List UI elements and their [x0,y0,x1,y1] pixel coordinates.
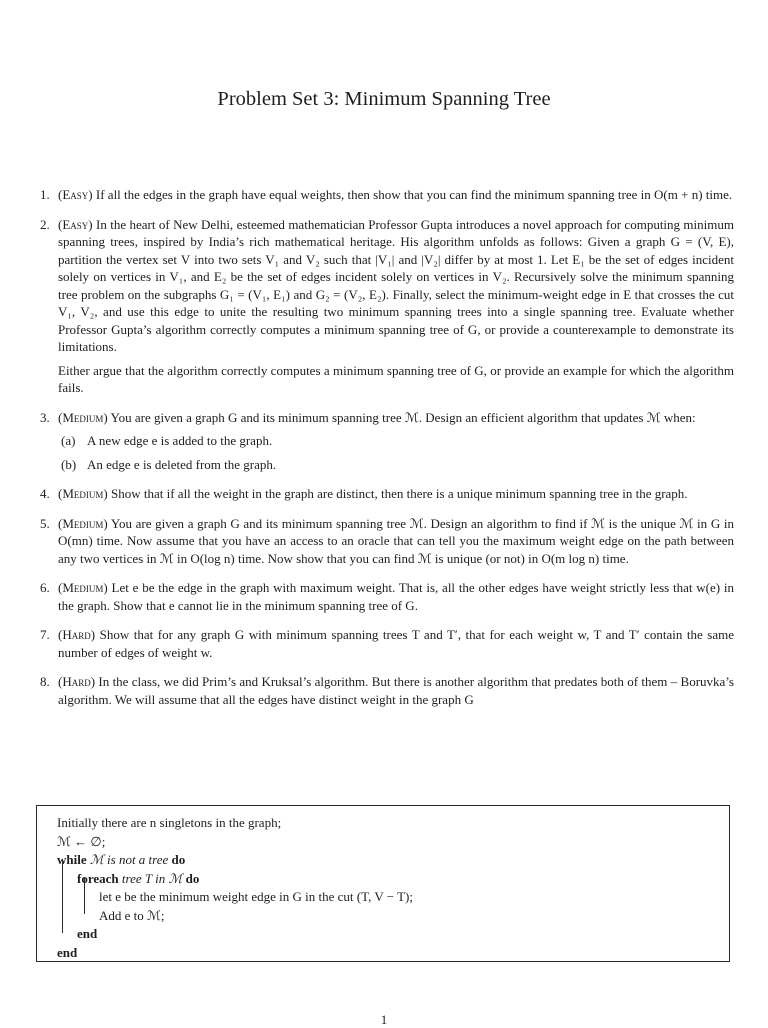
algorithm-line: ℳ ← ∅; [57,833,106,849]
foreach-keyword: foreach [77,870,119,886]
end-while-keyword: end [57,944,78,960]
problem-body: You are given a graph G and its minimum spanning tree ℳ. Design an algorithm to find if ℳ is the unique ℳ in G in O(mn) time. Now assume that you have an access to an oracle that can tell you the maximum weight edge on the path between any two vertices in ℳ in O(log n) time. Now show that you can find ℳ is unique (or not) in O(m log n) time. [58,515,734,566]
problem-body: If all the edges in the graph have equal weights, then show that you can find the minimum spanning tree in O(m + n) time. [95,187,733,202]
while-line [57,851,709,870]
foreach-condition: tree T in ℳ [121,870,183,886]
algorithm-box [36,805,730,962]
subpart-list [58,432,734,473]
problem-7 [40,626,734,661]
problem-body: In the heart of New Delhi, esteemed mathematician Professor Gupta introduces a novel approach for computing minimum spanning trees, inspired by India’s rich mathematical heritage. His algorithm unfolds as follows: Given a graph G = (V, E), partition the vertex set V into two sets V₁ and V₂ such that |V₁| and |V₂| differ by at most 1. Let E₁ be the set of edges incident solely on vertices in V₁, and E₂ be the set of edges incident solely on vertices in V₂. Recursively solve the minimum spanning tree problem on the subgraphs G₁ = (V₁, E₁) and G₂ = (V₂, E₂). Finally, select the minimum-weight edge in E that crosses the cut V₁, V₂, and use this edge to unite the resulting two minimum spanning trees into a single spanning tree. Evaluate whether Professor Gupta’s algorithm correctly computes a minimum spanning tree of G, or provide a counterexample to demonstrate its limitations. [58,216,734,354]
subpart-label: (b) [61,456,77,472]
algorithm-line: Add e to ℳ; [99,907,165,923]
problem-number: 1. [40,187,50,202]
problem-3 [40,409,734,474]
problem-body: Let e be the edge in the graph with maximum weight. That is, all the other edges have weight strictly less that w(e) in the graph. Show that e cannot lie in the minimum spanning tree of G. [58,580,734,613]
problem-8 [40,673,734,708]
difficulty-label: Medium [62,409,104,425]
algorithm-line: Initially there are n singletons in the graph; [57,815,282,830]
algorithm-line: let e be the minimum weight edge in G in the cut (T, V − T); [99,889,413,904]
subpart-label: (a) [61,433,76,448]
problem-number: 7. [40,627,50,642]
difficulty-label: Medium [62,580,104,595]
subpart-b [58,456,734,474]
problem-text: (Hard) Show that for any graph G with minimum spanning trees T and T′, that for each weight w, T and T′ contain the same number of edges of weight w. [58,627,734,660]
problem-number: 4. [40,486,50,501]
difficulty-label: Medium [62,515,104,531]
difficulty-label: Easy [62,187,89,202]
problem-text: (Medium) You are given a graph G and its minimum spanning tree ℳ. Design an efficient algorithm that updates ℳ when: [58,409,696,425]
problem-4 [40,485,734,503]
foreach-line [57,870,709,889]
while-block-rule [62,859,63,933]
problem-text: (Medium) You are given a graph G and its minimum spanning tree ℳ. Design an algorithm to find if ℳ is the unique ℳ in G in O(mn) time. Now assume that you have an access to an oracle that can tell you the maximum weight edge on the path between any two vertices in ℳ in O(log n) time. Now show that you can find ℳ is unique (or not) in O(m log n) time. [58,515,734,566]
problem-text: (Easy) If all the edges in the graph have equal weights, then show that you can find the minimum spanning tree in O(m + n) time. [58,187,733,202]
problem-text: (Medium) Let e be the edge in the graph with maximum weight. That is, all the other edges have weight strictly less that w(e) in the graph. Show that e cannot lie in the minimum spanning tree of G. [58,580,734,613]
problem-body: You are given a graph G and its minimum spanning tree ℳ. Design an efficient algorithm that updates ℳ when: [110,409,696,425]
subpart-text: A new edge e is added to the graph. [87,433,273,448]
end-foreach-keyword: end [77,926,98,941]
subpart-a [58,432,734,450]
foreach-block-rule [84,878,85,914]
problem-5 [40,515,734,568]
problem-number: 5. [40,515,50,531]
do-keyword: do [185,870,200,886]
difficulty-label: Hard [62,674,91,689]
difficulty-label: Easy [62,216,89,232]
problem-text: (Medium) Show that if all the weight in the graph are distinct, then there is a unique minimum spanning tree in the graph. [58,486,688,501]
problem-text: (Hard) In the class, we did Prim’s and Kruksal’s algorithm. But there is another algorithm that predates both of them – Boruvka’s algorithm. We will assume that all the edges have distinct weight in the graph G [58,674,734,707]
problem-2 [40,216,734,397]
problem-list [40,186,734,720]
subpart-text: An edge e is deleted from the graph. [87,456,277,472]
problem-number: 3. [40,409,50,425]
difficulty-label: Hard [62,627,91,642]
page-title: Problem Set 3: Minimum Spanning Tree [217,88,551,110]
problem-1 [40,186,734,204]
while-keyword: while [57,852,87,867]
problem-6 [40,579,734,614]
problem-number: 2. [40,216,50,232]
problem-number: 6. [40,580,50,595]
problem-number: 8. [40,674,50,689]
problem-text: (Easy) In the heart of New Delhi, esteemed mathematician Professor Gupta introduces a novel approach for computing minimum spanning trees, inspired by India’s rich mathematical heritage. His algorithm unfolds as follows: Given a graph G = (V, E), partition the vertex set V into two sets V₁ and V₂ such that |V₁| and |V₂| differ by at most 1. Let E₁ be the set of edges incident solely on vertices in V₁, and E₂ be the set of edges incident solely on vertices in V₂. Recursively solve the minimum spanning tree problem on the subgraphs G₁ = (V₁, E₁) and G₂ = (V₂, E₂). Finally, select the minimum-weight edge in E that crosses the cut V₁, V₂, and use this edge to unite the resulting two minimum spanning trees into a single spanning tree. Evaluate whether Professor Gupta’s algorithm correctly computes a minimum spanning tree of G, or provide a counterexample to demonstrate its limitations. [58,216,734,354]
problem-extra-text: Either argue that the algorithm correctly computes a minimum spanning tree of G, or provide an example for which the algorithm fails. [58,362,734,395]
problem-body: In the class, we did Prim’s and Kruksal’s algorithm. But there is another algorithm that predates both of them – Boruvka’s algorithm. We will assume that all the edges have distinct weight in the graph G [58,674,734,707]
page-number: 1 [380,1012,388,1027]
problem-body: Show that if all the weight in the graph are distinct, then there is a unique minimum spanning tree in the graph. [111,486,688,501]
difficulty-label: Medium [62,486,104,501]
while-condition: ℳ is not a tree [89,852,169,867]
problem-body: Show that for any graph G with minimum spanning trees T and T′, that for each weight w, T and T′ contain the same number of edges of weight w. [58,627,734,660]
do-keyword: do [171,852,186,867]
